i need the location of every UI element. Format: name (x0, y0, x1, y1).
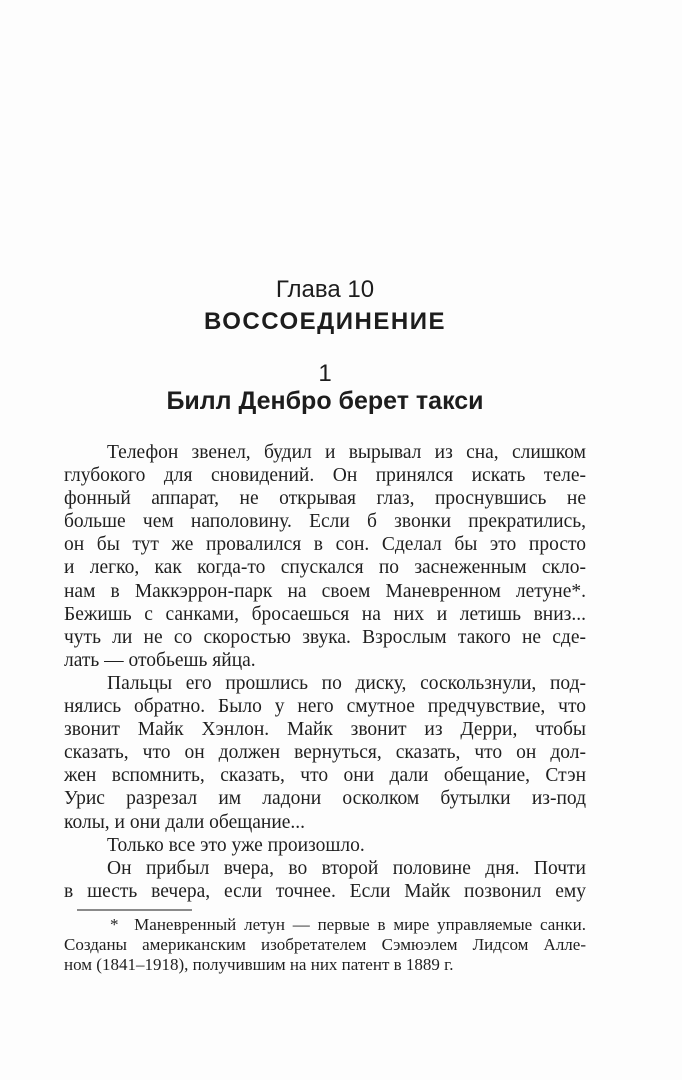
text-line: Урис разрезал им ладони осколком бутылки из-под (64, 788, 586, 810)
text-line: звонит Майк Хэнлон. Майк звонит из Дерри, чтобы (64, 719, 586, 741)
text-line: фонный аппарат, не открывая глаз, проснувшись не (64, 488, 586, 510)
chapter-label: Глава 10 (275, 276, 375, 303)
footnote-divider (77, 909, 192, 911)
text-line: жен вспомнить, сказать, что они дали обещание, Стэн (64, 765, 586, 787)
text-line: сказать, что он должен вернуться, сказать, что он дол- (64, 742, 586, 764)
text-line: нам в Маккэррон-парк на своем Маневренном летуне*. (64, 580, 586, 602)
text-line: нялись обратно. Было у него смутное предчувствие, что (64, 696, 586, 718)
text-line: больше чем наполовину. Если б звонки прекратились, (64, 511, 586, 533)
text-line: Телефон звенел, будил и вырывал из сна, слишком (107, 442, 586, 463)
text-line: он бы тут же провалился в сон. Сделал бы это просто (64, 534, 586, 556)
text-line: Он прибыл вчера, во второй половине дня. Почти (107, 857, 586, 879)
text-line: чуть ли не со скоростью звука. Взрослым такого не сде- (64, 626, 586, 648)
text-line: Созданы американским изобретателем Сэмюэлем Лидсом Алле- (64, 935, 586, 954)
text-line: лать — отобьешь яйца. (64, 649, 256, 671)
text-line: в шесть вечера, если точнее. Если Майк позвонил ему (64, 880, 586, 902)
text-line: ном (1841–1918), получившим на них патент в 1889 г. (64, 955, 454, 974)
text-line: колы, и они дали обещание... (64, 811, 306, 833)
chapter-title: ВОССОЕДИНЕНИЕ (204, 308, 446, 335)
section-title: Билл Денбро берет такси (166, 387, 484, 415)
section-number: 1 (318, 360, 332, 387)
text-line: Только все это уже произошло. (107, 834, 365, 856)
text-line: Бежишь с санками, бросаешься на них и летишь вниз... (64, 603, 586, 625)
text-line: глубокого для сновидений. Он принялся искать теле- (64, 465, 586, 487)
body-text (64, 441, 586, 903)
text-line: Пальцы его прошлись по диску, соскользнули, под- (107, 672, 586, 694)
text-line: * Маневренный летун — первые в мире управляемые санки. (110, 915, 586, 934)
footnote-text (64, 915, 586, 975)
text-line: и легко, как когда-то спускался по заснеженным скло- (64, 557, 586, 579)
